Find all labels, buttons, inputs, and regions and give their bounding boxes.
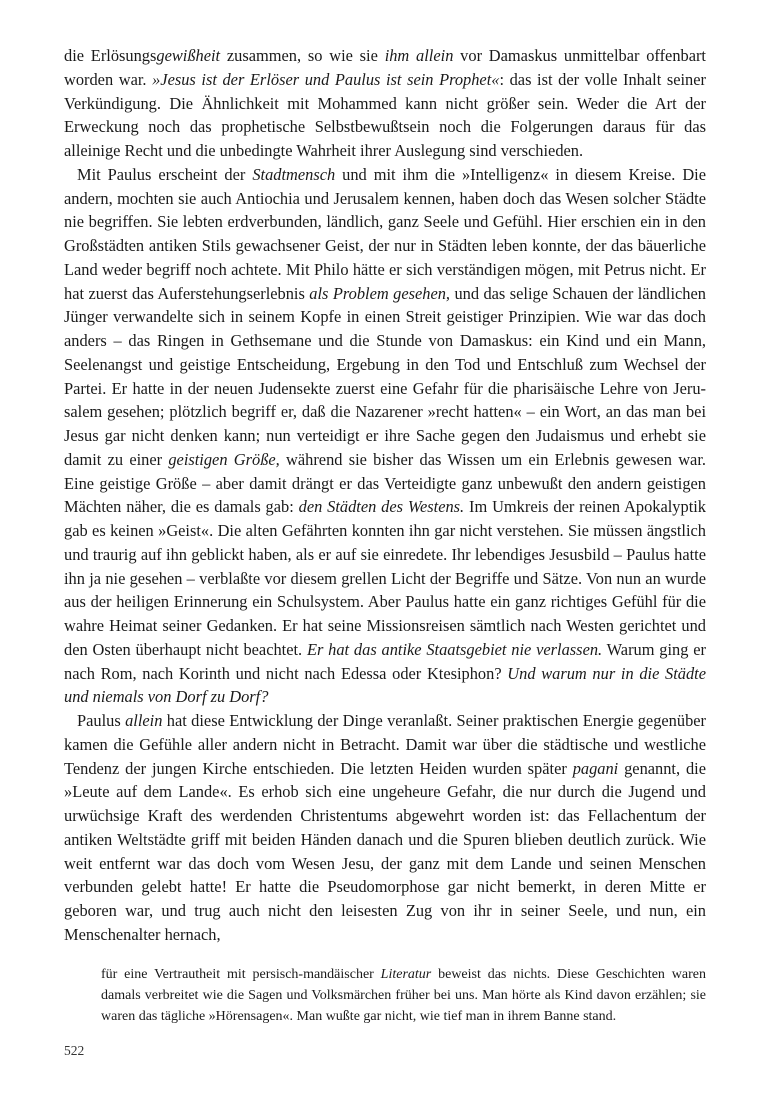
text-run: Warum ging er nach Rom, nach Korinth und nicht nach Edessa oder Ktesiphon? bbox=[64, 639, 706, 683]
italic-text-run: »Jesus ist der Erlöser und Paulus ist sein Prophet« bbox=[152, 69, 500, 89]
paragraph-2 bbox=[64, 163, 706, 709]
italic-text-run: gewißheit bbox=[156, 46, 221, 65]
text-run: Im Umkreis der reinen Apokalyptik gab es keinen »Geist«. Die alten Gefährten konnten ihn gar nicht verstehen. Sie müssen ängstlich und traurig auf ihn geblickt haben, als er auf sie einredete. Ihr lebendiges Jesusbild – Paulus hatte ihn ja nie gesehen – verblaßte vor diesem grellen Licht der Begriffe und Sätze. Von nun an wurde aus der heiligen Erinnerung ein Schulsystem. Aber Paulus hatte ein ganz richtiges Gefühl für die wahre Heimat seiner Gedanken. Er hat seine Missionsreisen sämtlich nach Westen gerichtet und den Osten überhaupt nicht beachtet. bbox=[64, 497, 707, 659]
text-run: und mit ihm die »Intelligenz« in diesem Kreise. Die andern, mochten sie auch Antiochia und Jerusalem kennen, haben doch das Wesen solcher Städte nie begriffen. Sie lebten erdverbunden, ländlich, ganz Seele und Gefühl. Hier erschien ein in den Großstädten antiken Stils gewachsener Geist, der nur in Städten leben konnte, der das bäuerliche Land weder begriff noch achtete. Mit Philo hätte er sich verständigen mögen, mit Petrus nicht. Er hat zuerst das Auferstehungserlebnis bbox=[64, 164, 706, 303]
italic-text-run: allein bbox=[125, 711, 163, 730]
footnote bbox=[101, 964, 706, 1027]
text-run: zusammen, so wie sie bbox=[220, 46, 385, 65]
text-run: genannt, die »Leute auf dem Lande«. Es erhob sich eine ungeheure Gefahr, die nur durch die Jugend und urwüchsige Kraft des werdenden Christentums abgewehrt worden ist: das Fellachentum der antiken Weltstädte griff mit beiden Händen danach und die Spuren blieben deutlich zurück. Wie weit entfernt war das doch vom Wesen Jesu, der ganz mit dem Lande und seinen Menschen verbunden gelebt hatte! Er hatte die Pseudomorphose gar nicht bemerkt, in deren Mitte er geboren war, und trug auch nicht den leisesten Zug von ihr in seiner Seele, und nun, ein Menschenalter hernach, bbox=[64, 758, 706, 944]
text-run: die Erlösungs bbox=[64, 46, 157, 65]
italic-text-run: ihm allein bbox=[384, 46, 454, 65]
text-run: für eine Vertrautheit mit persisch-mandäischer bbox=[101, 966, 381, 982]
text-run: : das ist der volle Inhalt seiner Verkündigung. Die Ähnlichkeit mit Mohammed kann nicht größer sein. Weder die Art der Erweckung noch das prophetische Selbstbewußtsein noch die Folgerungen daraus für das alleinige Recht und die unbedingte Wahrheit ihrer Auslegung sind verschieden. bbox=[64, 69, 706, 160]
text-run: während sie bisher das Wissen um ein Erlebnis gewesen war. Eine geistige Größe – aber damit drängt er das Verteidigte ganz unbewußt den andern geistigen Mächten näher, die es damals gab: bbox=[64, 449, 706, 517]
footnote-text bbox=[101, 964, 706, 1027]
italic-text-run: Stadtmensch bbox=[252, 164, 336, 184]
paragraph-3 bbox=[64, 709, 706, 947]
text-run: Paulus bbox=[77, 711, 126, 730]
page-number: 522 bbox=[64, 1043, 85, 1058]
italic-text-run: als Problem gesehen, bbox=[309, 283, 451, 303]
paragraph-1 bbox=[64, 44, 706, 163]
italic-text-run: Literatur bbox=[380, 966, 432, 982]
text-run: beweist das nichts. Diese Geschichten waren damals verbreitet wie die Sagen und Volksmärchen früher bei uns. Man hörte als Kind davon erzählen; sie waren das tägliche »Hörensagen«. Man wußte gar nicht, wie tief man in ihrem Banne stand. bbox=[101, 966, 706, 1024]
text-run: vor Damaskus unmittelbar offenbart worden war. bbox=[64, 46, 706, 89]
text-run: hat diese Entwicklung der Dinge veranlaßt. Seiner praktischen Energie gegenüber kamen die Gefühle aller andern nicht in Betracht. Damit war über die städtische und westliche Tendenz der jungen Kirche entschieden. Die letzten Heiden wurden später bbox=[64, 711, 706, 778]
text-run: Mit Paulus erscheint der bbox=[77, 164, 253, 184]
page-body bbox=[64, 44, 706, 1027]
italic-text-run: den Städten des Westens. bbox=[298, 497, 465, 517]
italic-text-run: pagani bbox=[572, 758, 619, 778]
italic-text-run: geistigen Größe, bbox=[168, 449, 280, 469]
text-run: und das selige Schauen der ländlichen Jünger verwandelte sich in seinem Kopfe in einen Streit geistiger Prinzipien. Wie war das doch anders – das Ringen in Gethsemane und die Stunde von Damaskus: ein Kind und ein Mann, Seelenangst und geistige Entscheidung, Ergebung in den Tod und Entschluß zum Wechsel der Partei. Er hatte in der neuen Judensekte zuerst eine Gefahr für die pharisäische Lehre von Jerusalem gesehen; plötzlich begriff er, daß die Nazarener »recht hatten« – ein Wort, an das man bei Jesus gar nicht denken kann; nun verteidigt er ihre Sache gegen den Judaismus und erhebt sie damit zu einer bbox=[64, 283, 706, 469]
italic-text-run: Und warum nur in die Städte und niemals von Dorf zu Dorf? bbox=[64, 663, 706, 707]
italic-text-run: Er hat das antike Staatsgebiet nie verlassen. bbox=[306, 639, 603, 659]
